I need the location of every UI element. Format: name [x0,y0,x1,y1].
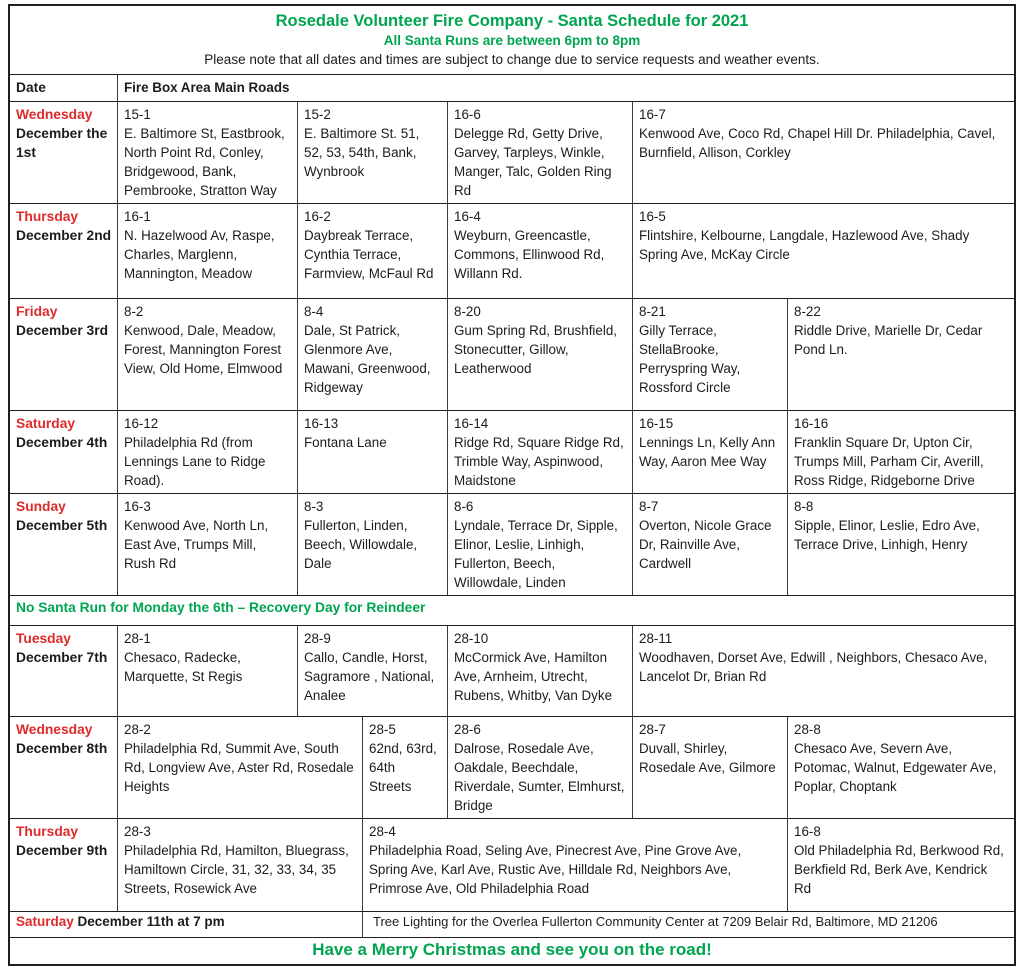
firebox-cell-28-8 [787,717,1014,818]
firebox-number: 16-15 [639,416,674,431]
page-title: Rosedale Volunteer Fire Company - Santa Schedule for 2021 [275,12,749,30]
firebox-cell-8-3 [297,494,447,595]
firebox-roads: Kenwood Ave, Coco Rd, Chapel Hill Dr. Philadelphia, Cavel, Burnfield, Allison, Corkley [639,126,996,160]
firebox-roads: Sipple, Elinor, Leslie, Edro Ave, Terrace Drive, Linhigh, Henry [794,518,980,552]
firebox-cell-28-3 [117,819,362,911]
firebox-roads: Dalrose, Rosedale Ave, Oakdale, Beechdale, Riverdale, Sumter, Elmhurst, Bridge [454,741,625,813]
date-cell [10,102,117,203]
firebox-number: 8-4 [304,304,324,319]
firebox-roads: E. Baltimore St. 51, 52, 53, 54th, Bank, Wynbrook [304,126,420,179]
firebox-roads: Weyburn, Greencastle, Commons, Ellinwood Rd, Willann Rd. [454,228,605,281]
firebox-roads: Fullerton, Linden, Beech, Willowdale, Dale [304,518,418,571]
day-label: Wednesday [16,107,93,122]
firebox-cell-16-12 [117,411,297,493]
firebox-cell-16-13 [297,411,447,493]
firebox-roads: Philadelphia Rd, Summit Ave, South Rd, Longview Ave, Aster Rd, Rosedale Heights [124,741,354,794]
firebox-number: 28-6 [454,722,481,737]
day-label: Sunday [16,499,66,514]
firebox-roads: Daybreak Terrace, Cynthia Terrace, Farmview, McFaul Rd [304,228,434,281]
date-cell [10,494,117,595]
table-header-row [10,75,1014,102]
firebox-number: 28-7 [639,722,666,737]
firebox-number: 16-12 [124,416,159,431]
firebox-number: 28-5 [369,722,396,737]
firebox-cell-15-2 [297,102,447,203]
firebox-cell-16-3 [117,494,297,595]
firebox-cell-16-14 [447,411,632,493]
date-label: December 3rd [16,323,109,338]
tree-lighting-row [10,912,1014,938]
page-subtitle: All Santa Runs are between 6pm to 8pm [383,33,641,48]
firebox-roads: Lyndale, Terrace Dr, Sipple, Elinor, Leslie, Linhigh, Fullerton, Beech, Willowdale, Linden [454,518,618,590]
date-label: December 9th [16,843,108,858]
date-label: December 7th [16,650,108,665]
firebox-roads: Chesaco Ave, Severn Ave, Potomac, Walnut, Edgewater Ave, Poplar, Choptank [794,741,997,794]
firebox-roads: Duvall, Shirley, Rosedale Ave, Gilmore [639,741,776,775]
firebox-roads: Philadelphia Rd, Hamilton, Bluegrass, Hamiltown Circle, 31, 32, 33, 34, 35 Streets, Rosewick Ave [124,843,349,896]
firebox-roads: E. Baltimore St, Eastbrook, North Point Rd, Conley, Bridgewood, Bank, Pembrooke, Stratton Way [124,126,285,198]
firebox-cell-8-6 [447,494,632,595]
schedule-row-dec4 [10,411,1014,494]
firebox-number: 8-8 [794,499,814,514]
firebox-number: 16-4 [454,209,481,224]
date-cell [10,411,117,493]
date-cell [10,626,117,716]
firebox-roads: Callo, Candle, Horst, Sagramore , National, Analee [304,650,435,703]
firebox-cell-8-7 [632,494,787,595]
firebox-cell-16-8 [787,819,1014,911]
firebox-number: 8-20 [454,304,481,319]
date-label: December 2nd [16,228,112,243]
firebox-cell-16-2 [297,204,447,298]
firebox-number: 28-2 [124,722,151,737]
date-label: December 4th [16,435,108,450]
firebox-number: 28-11 [639,631,673,646]
header-roads: Fire Box Area Main Roads [117,75,1014,101]
firebox-roads: N. Hazelwood Av, Raspe, Charles, Marglenn, Mannington, Meadow [124,228,275,281]
firebox-roads: Flintshire, Kelbourne, Langdale, Hazlewood Ave, Shady Spring Ave, McKay Circle [639,228,970,262]
tree-lighting-event: Tree Lighting for the Overlea Fullerton Community Center at 7209 Belair Rd, Baltimore, MD 21206 [362,912,1014,937]
santa-schedule-table [8,4,1016,966]
firebox-cell-28-5 [362,717,447,818]
firebox-number: 28-8 [794,722,821,737]
title-block [10,6,1014,75]
schedule-row-dec9 [10,819,1014,912]
firebox-number: 8-6 [454,499,474,514]
day-label: Saturday [16,416,76,431]
day-label: Saturday [16,914,74,929]
firebox-number: 15-1 [124,107,151,122]
firebox-roads: Philadelphia Rd (from Lennings Lane to Ridge Road). [124,435,266,488]
firebox-number: 28-3 [124,824,151,839]
firebox-number: 16-1 [124,209,151,224]
firebox-roads: Overton, Nicole Grace Dr, Rainville Ave, Cardwell [639,518,772,571]
firebox-roads: Delegge Rd, Getty Drive, Garvey, Tarpleys, Winkle, Manger, Talc, Golden Ring Rd [454,126,612,198]
firebox-roads: Kenwood, Dale, Meadow, Forest, Mannington Forest View, Old Home, Elmwood [124,323,283,376]
date-cell [10,717,117,818]
firebox-cell-16-1 [117,204,297,298]
firebox-cell-16-4 [447,204,632,298]
date-cell [10,299,117,410]
firebox-cell-8-21 [632,299,787,410]
firebox-cell-16-7 [632,102,1014,203]
day-label: Tuesday [16,631,71,646]
firebox-roads: Fontana Lane [304,435,387,450]
day-label: Wednesday [16,722,93,737]
firebox-cell-28-7 [632,717,787,818]
firebox-cell-28-2 [117,717,362,818]
firebox-number: 8-3 [304,499,324,514]
firebox-number: 28-9 [304,631,331,646]
schedule-row-dec8 [10,717,1014,819]
firebox-number: 8-22 [794,304,821,319]
firebox-cell-28-9 [297,626,447,716]
firebox-roads: Woodhaven, Dorset Ave, Edwill , Neighbors, Chesaco Ave, Lancelot Dr, Brian Rd [639,650,988,684]
firebox-roads: Riddle Drive, Marielle Dr, Cedar Pond Ln. [794,323,983,357]
no-santa-run-note: No Santa Run for Monday the 6th – Recovery Day for Reindeer [10,596,1014,626]
day-label: Friday [16,304,58,319]
firebox-number: 28-4 [369,824,396,839]
firebox-cell-28-4 [362,819,787,911]
firebox-cell-8-20 [447,299,632,410]
firebox-cell-28-10 [447,626,632,716]
firebox-roads: Chesaco, Radecke, Marquette, St Regis [124,650,243,684]
firebox-roads: Dale, St Patrick, Glenmore Ave, Mawani, Greenwood, Ridgeway [304,323,431,395]
schedule-row-dec5 [10,494,1014,596]
firebox-cell-8-2 [117,299,297,410]
firebox-number: 16-3 [124,499,151,514]
firebox-number: 28-1 [124,631,151,646]
firebox-number: 16-13 [304,416,339,431]
date-label: December 11th at 7 pm [73,914,225,929]
firebox-cell-15-1 [117,102,297,203]
date-cell [10,204,117,298]
firebox-number: 16-8 [794,824,821,839]
firebox-number: 15-2 [304,107,331,122]
firebox-number: 8-21 [639,304,666,319]
firebox-roads: Gilly Terrace, StellaBrooke, Perryspring Way, Rossford Circle [639,323,741,395]
firebox-number: 16-7 [639,107,666,122]
firebox-roads: Kenwood Ave, North Ln, East Ave, Trumps Mill, Rush Rd [124,518,269,571]
date-cell [10,819,117,911]
firebox-cell-16-15 [632,411,787,493]
disclaimer-note: Please note that all dates and times are subject to change due to service requests and weather events. [204,52,820,67]
date-label: December the 1st [16,126,108,160]
firebox-roads: Gum Spring Rd, Brushfield, Stonecutter, Gillow, Leatherwood [454,323,617,376]
firebox-cell-8-4 [297,299,447,410]
firebox-roads: 62nd, 63rd, 64th Streets [369,741,437,794]
day-label: Thursday [16,824,79,839]
header-date: Date [16,80,46,95]
schedule-row-dec3 [10,299,1014,411]
firebox-cell-28-6 [447,717,632,818]
day-label: Thursday [16,209,79,224]
firebox-number: 16-14 [454,416,489,431]
firebox-number: 16-6 [454,107,481,122]
firebox-roads: Franklin Square Dr, Upton Cir, Trumps Mill, Parham Cir, Averill, Ross Ridge, Ridgeborne Drive [794,435,984,488]
firebox-roads: Lennings Ln, Kelly Ann Way, Aaron Mee Way [639,435,776,469]
firebox-cell-16-6 [447,102,632,203]
firebox-cell-16-16 [787,411,1014,493]
firebox-number: 8-2 [124,304,144,319]
firebox-number: 28-10 [454,631,489,646]
schedule-row-dec2 [10,204,1014,299]
firebox-number: 16-5 [639,209,666,224]
date-label: December 8th [16,741,108,756]
firebox-cell-8-22 [787,299,1014,410]
firebox-number: 16-2 [304,209,331,224]
firebox-roads: Ridge Rd, Square Ridge Rd, Trimble Way, Aspinwood, Maidstone [454,435,624,488]
firebox-cell-16-5 [632,204,1014,298]
tree-lighting-date-cell [10,912,362,937]
firebox-roads: Philadelphia Road, Seling Ave, Pinecrest Ave, Pine Grove Ave, Spring Ave, Karl Ave, Rustic Ave, Hilldale Rd, Neighbors Ave, Primrose Ave, Old Philadelphia Road [369,843,742,896]
firebox-roads: Old Philadelphia Rd, Berkwood Rd, Berkfield Rd, Berk Ave, Kendrick Rd [794,843,1004,896]
schedule-row-dec1 [10,102,1014,204]
firebox-cell-8-8 [787,494,1014,595]
firebox-number: 16-16 [794,416,829,431]
date-label: December 5th [16,518,108,533]
firebox-number: 8-7 [639,499,659,514]
firebox-cell-28-11 [632,626,1014,716]
schedule-row-dec7 [10,626,1014,717]
firebox-cell-28-1 [117,626,297,716]
footer-message: Have a Merry Christmas and see you on the road! [312,940,712,959]
firebox-roads: McCormick Ave, Hamilton Ave, Arnheim, Utrecht, Rubens, Whitby, Van Dyke [454,650,613,703]
